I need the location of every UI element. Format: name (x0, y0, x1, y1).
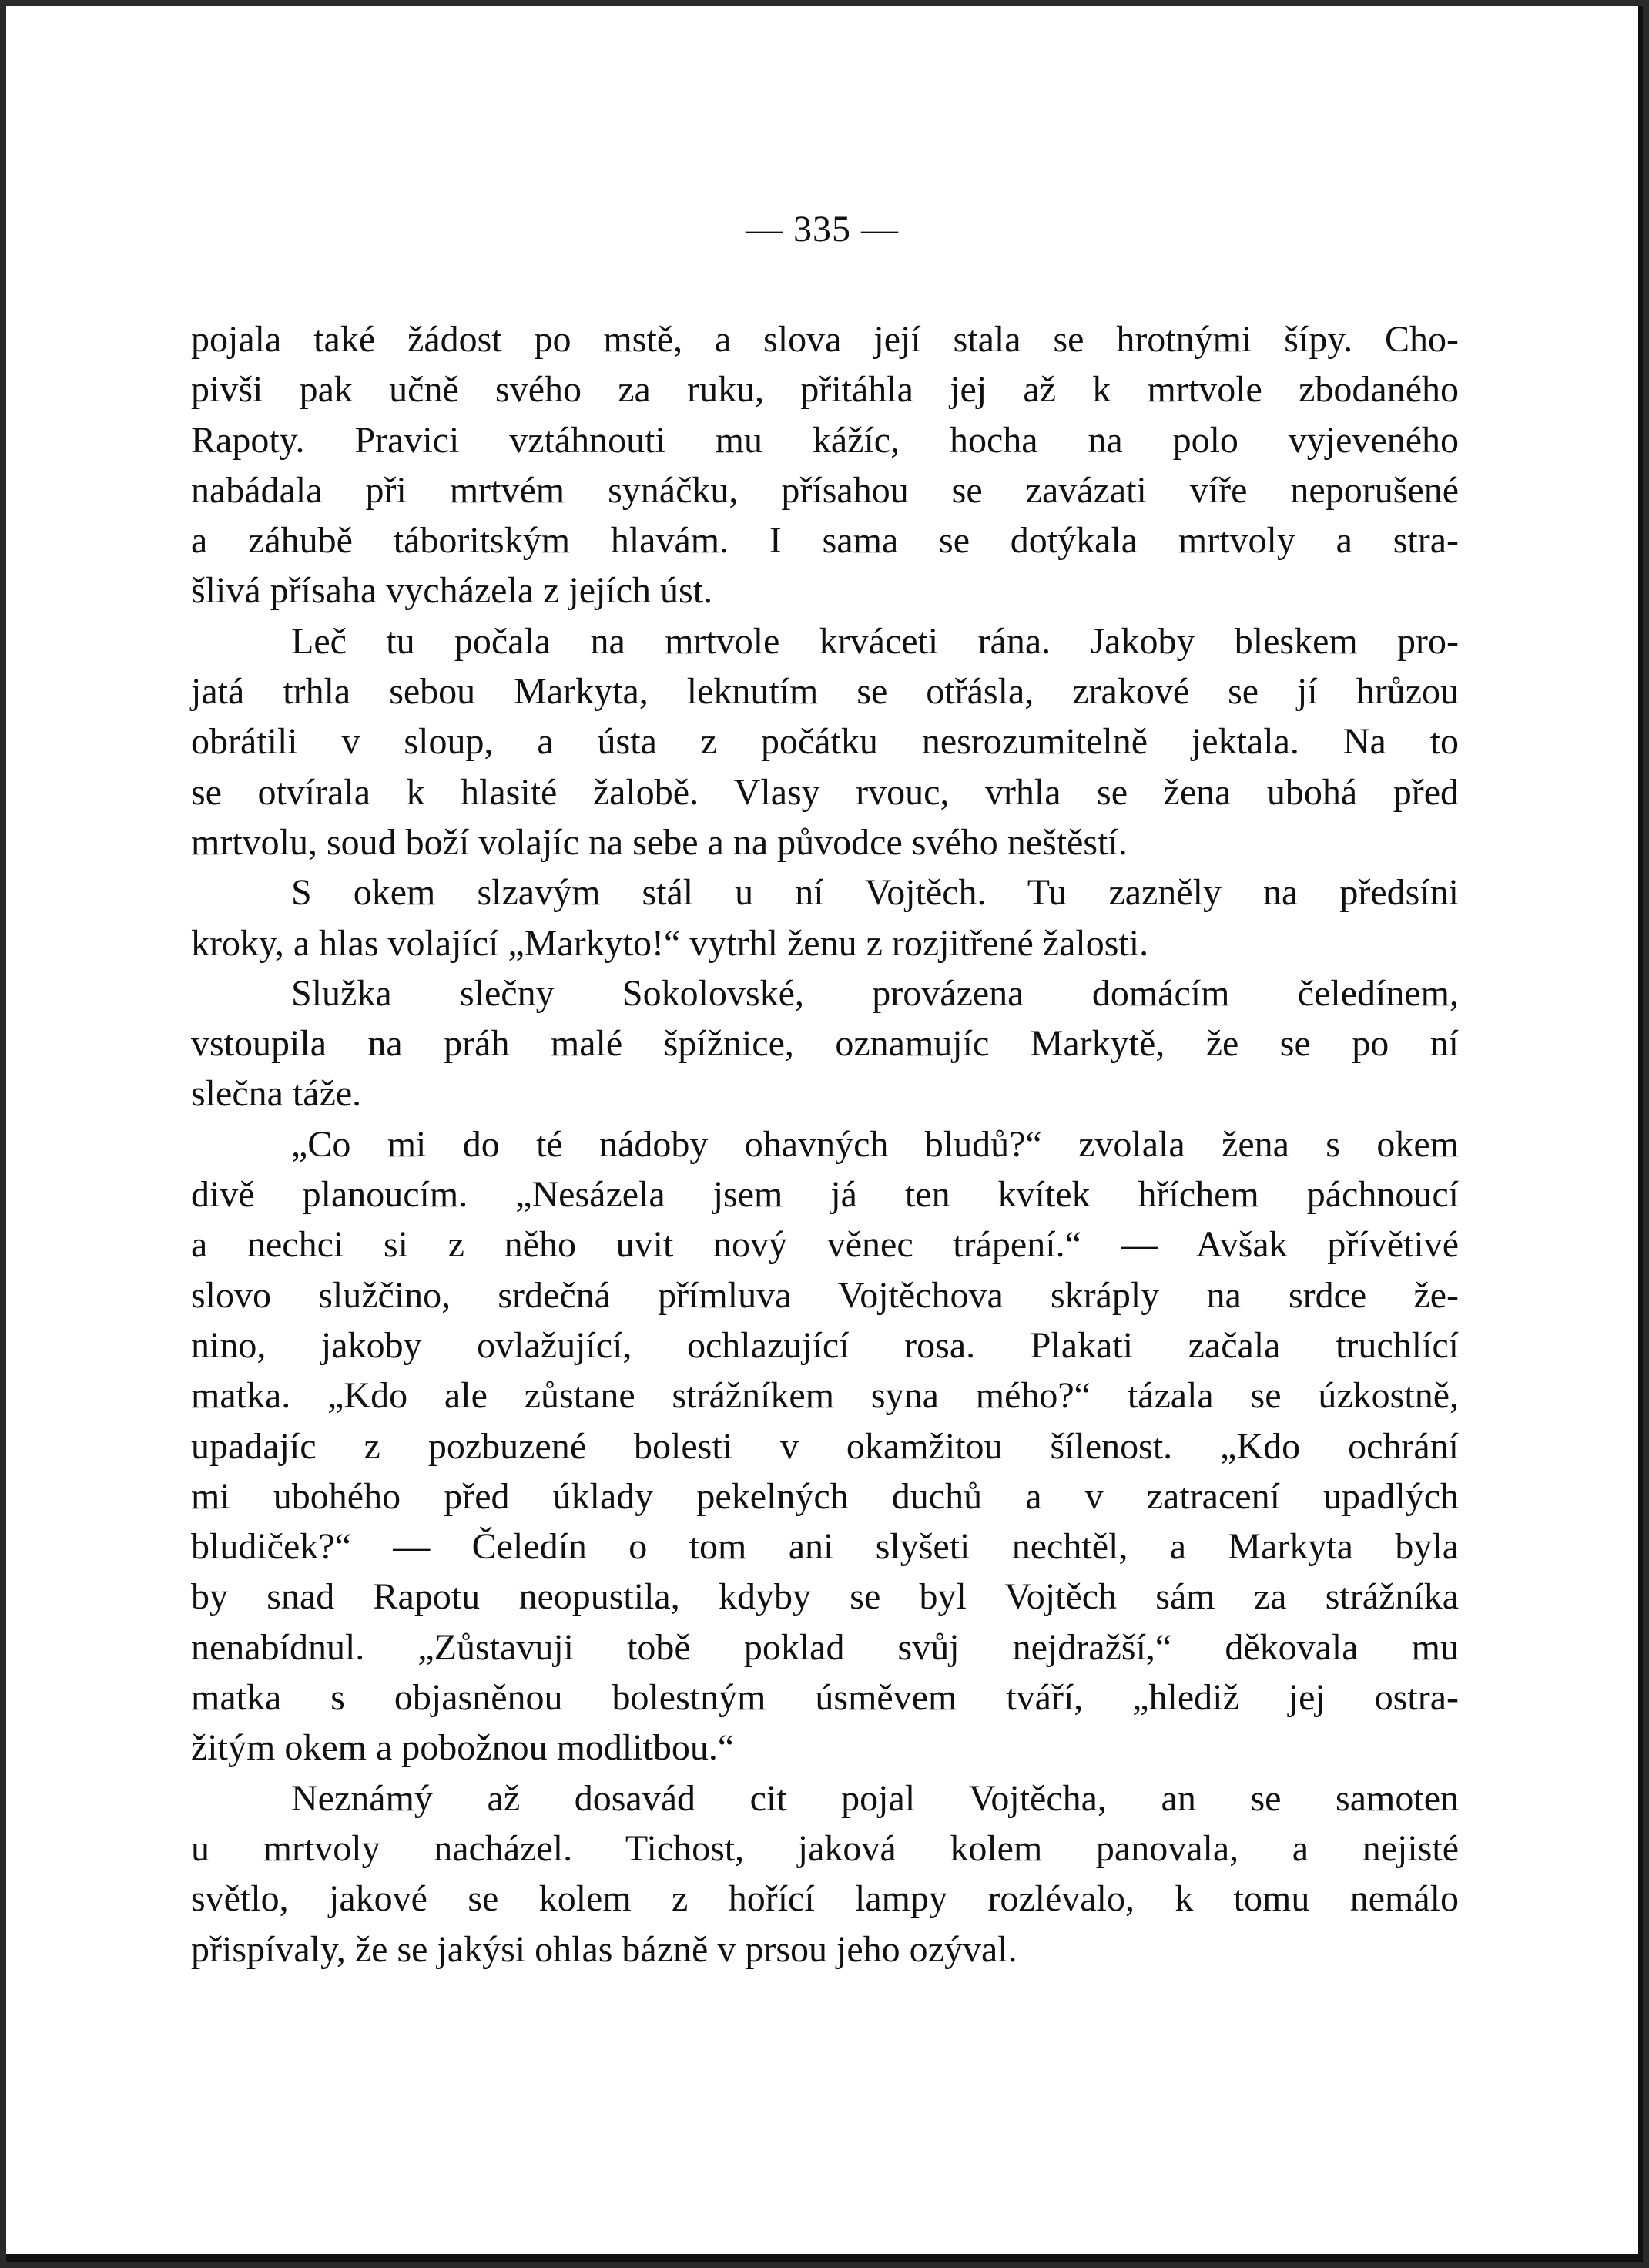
text-line: Rapoty. Pravici vztáhnouti mu kážíc, hocha na polo vyjeveného (191, 419, 1459, 461)
text-line: vstoupila na práh malé špížnice, oznamujíc Markytě, že se po ní (191, 1023, 1459, 1065)
text-line: nino, jakoby ovlažující, ochlazující rosa. Plakati začala truchlící (191, 1324, 1459, 1366)
text-line: žitým okem a pobožnou modlitbou.“ (191, 1727, 735, 1769)
text-line: pojala také žádost po mstě, a slova její stala se hrotnými šípy. Cho- (191, 319, 1459, 360)
body-text (191, 314, 1459, 1974)
text-line: S okem slzavým stál u ní Vojtěch. Tu zazněly na předsíni (291, 872, 1459, 914)
text-line: a nechci si z něho uvit nový věnec trápení.“ — Avšak přívětivé (191, 1224, 1459, 1266)
book-page (6, 6, 1643, 2262)
text-line: Služka slečny Sokolovské, provázena domácím čeledínem, (291, 972, 1459, 1014)
text-line: slečna táže. (191, 1073, 362, 1115)
text-line: divě planoucím. „Nesázela jsem já ten kvítek hříchem páchnoucí (191, 1174, 1459, 1216)
text-line: upadajíc z pozbuzené bolesti v okamžitou šílenost. „Kdo ochrání (191, 1425, 1459, 1467)
text-line: přispívaly, že se jakýsi ohlas bázně v prsou jeho ozýval. (191, 1928, 1017, 1970)
text-line: obrátili v sloup, a ústa z počátku nesrozumitelně jektala. Na to (191, 721, 1459, 763)
text-line: jatá trhla sebou Markyta, leknutím se otřásla, zrakové se jí hrůzou (191, 671, 1459, 713)
text-line: nenabídnul. „Zůstavuji tobě poklad svůj nejdražší,“ děkovala mu (191, 1626, 1459, 1668)
text-line: mrtvolu, soud boží volajíc na sebe a na původce svého neštěstí. (191, 821, 1128, 863)
page-number: — 335 — (746, 209, 899, 250)
text-line: by snad Rapotu neopustila, kdyby se byl Vojtěch sám za strážníka (191, 1576, 1459, 1618)
text-line: světlo, jakové se kolem z hořící lampy rozlévalo, k tomu nemálo (191, 1878, 1459, 1920)
text-line: Leč tu počala na mrtvole krváceti rána. Jakoby bleskem pro- (291, 620, 1459, 662)
text-line: Neznámý až dosavád cit pojal Vojtěcha, an se samoten (291, 1777, 1459, 1819)
text-line: pivši pak učně svého za ruku, přitáhla jej až k mrtvole zbodaného (191, 369, 1459, 411)
text-line: „Co mi do té nádoby ohavných bludů?“ zvolala žena s okem (291, 1123, 1459, 1165)
text-line: matka. „Kdo ale zůstane strážníkem syna mého?“ tázala se úzkostně, (191, 1375, 1459, 1417)
text-line: u mrtvoly nacházel. Tichost, jaková kolem panovala, a nejisté (191, 1827, 1459, 1869)
text-line: nabádala při mrtvém synáčku, přísahou se zavázati víře neporušené (191, 469, 1459, 511)
text-line: a záhubě táboritským hlavám. I sama se dotýkala mrtvoly a stra- (191, 520, 1459, 562)
text-line: se otvírala k hlasité žalobě. Vlasy rvouc, vrhla se žena ubohá před (191, 771, 1459, 813)
text-line: bludiček?“ — Čeledín o tom ani slyšeti nechtěl, a Markyta byla (191, 1526, 1459, 1568)
text-line: slovo služčino, srdečná přímluva Vojtěchova skráply na srdce že- (191, 1274, 1459, 1316)
text-line: matka s objasněnou bolestným úsměvem tváří, „hlediž jej ostra- (191, 1677, 1459, 1719)
text-line: šlivá přísaha vycházela z jejích úst. (191, 570, 713, 612)
text-line: kroky, a hlas volající „Markyto!“ vytrhl ženu z rozjitřené žalosti. (191, 922, 1149, 964)
text-line: mi ubohého před úklady pekelných duchů a v zatracení upadlých (191, 1475, 1459, 1517)
